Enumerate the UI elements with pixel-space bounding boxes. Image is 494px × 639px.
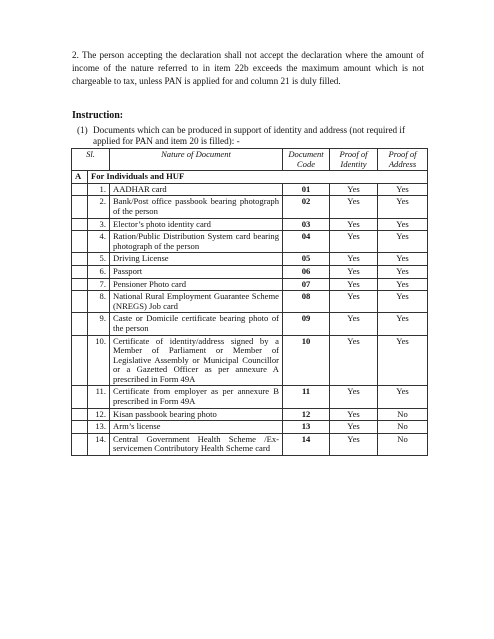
table-row	[72, 265, 428, 278]
row-document-name: Certificate from employer as per annexure B prescribed in Form 49A	[110, 386, 283, 408]
section-title: For Individuals and HUF	[88, 171, 428, 184]
section-letter: A	[72, 171, 88, 184]
row-document-code: 07	[283, 278, 330, 291]
row-document-code: 10	[283, 335, 330, 386]
row-proof-address: Yes	[378, 218, 428, 231]
row-proof-address: No	[378, 421, 428, 434]
row-proof-identity: Yes	[330, 386, 378, 408]
table-row	[72, 408, 428, 421]
row-proof-identity: Yes	[330, 265, 378, 278]
table-row	[72, 253, 428, 266]
row-document-code: 01	[283, 183, 330, 196]
row-number: 14.	[88, 433, 110, 455]
row-blank-cell	[72, 265, 88, 278]
row-proof-identity: Yes	[330, 335, 378, 386]
row-document-name: Central Government Health Scheme /Ex-servicemen Contributory Health Scheme card	[110, 433, 283, 455]
row-document-name: Kisan passbook bearing photo	[110, 408, 283, 421]
instruction-item-text: Documents which can be produced in support of identity and address (not required if applied for PAN and item 20 is filled): -	[93, 125, 406, 146]
row-document-code: 11	[283, 386, 330, 408]
table-row	[72, 218, 428, 231]
row-proof-address: Yes	[378, 386, 428, 408]
table-row	[72, 313, 428, 335]
row-document-code: 02	[283, 196, 330, 218]
row-proof-address: Yes	[378, 265, 428, 278]
row-blank-cell	[72, 278, 88, 291]
row-document-name: Bank/Post office passbook bearing photograph of the person	[110, 196, 283, 218]
row-document-code: 04	[283, 231, 330, 253]
row-proof-identity: Yes	[330, 253, 378, 266]
row-blank-cell	[72, 313, 88, 335]
row-proof-identity: Yes	[330, 231, 378, 253]
header-sl: Sl.	[72, 149, 110, 171]
row-document-name: Pensioner Photo card	[110, 278, 283, 291]
row-proof-identity: Yes	[330, 291, 378, 313]
row-document-name: Elector’s photo identity card	[110, 218, 283, 231]
row-number: 8.	[88, 291, 110, 313]
table-row	[72, 196, 428, 218]
instruction-heading: Instruction:	[72, 110, 124, 121]
row-blank-cell	[72, 408, 88, 421]
row-blank-cell	[72, 421, 88, 434]
row-proof-address: Yes	[378, 313, 428, 335]
row-proof-identity: Yes	[330, 218, 378, 231]
declaration-note: 2. The person accepting the declaration shall not accept the declaration where the amount of income of the nature referred to in item 22b exceeds the maximum amount which is not chargeable to tax, unless PAN is applied for and column 21 is duly filled.	[72, 50, 424, 86]
row-blank-cell	[72, 183, 88, 196]
row-proof-identity: Yes	[330, 183, 378, 196]
header-code: Document Code	[283, 149, 330, 171]
row-proof-identity: Yes	[330, 313, 378, 335]
instruction-item-number: (1)	[77, 125, 88, 135]
row-document-name: Driving License	[110, 253, 283, 266]
row-document-name: Passport	[110, 265, 283, 278]
row-document-code: 12	[283, 408, 330, 421]
header-identity: Proof of Identity	[330, 149, 378, 171]
row-document-code: 06	[283, 265, 330, 278]
row-document-name: National Rural Employment Guarantee Scheme (NREGS) Job card	[110, 291, 283, 313]
row-proof-identity: Yes	[330, 421, 378, 434]
header-nature: Nature of Document	[110, 149, 283, 171]
table-row	[72, 183, 428, 196]
row-blank-cell	[72, 386, 88, 408]
table-row	[72, 386, 428, 408]
table-row	[72, 433, 428, 455]
row-blank-cell	[72, 218, 88, 231]
row-document-code: 09	[283, 313, 330, 335]
header-address: Proof of Address	[378, 149, 428, 171]
row-number: 7.	[88, 278, 110, 291]
row-blank-cell	[72, 196, 88, 218]
row-document-code: 13	[283, 421, 330, 434]
row-number: 3.	[88, 218, 110, 231]
row-blank-cell	[72, 291, 88, 313]
row-proof-identity: Yes	[330, 433, 378, 455]
row-number: 11.	[88, 386, 110, 408]
row-proof-identity: Yes	[330, 196, 378, 218]
row-number: 6.	[88, 265, 110, 278]
row-proof-address: Yes	[378, 335, 428, 386]
section-row	[72, 171, 428, 184]
row-document-code: 05	[283, 253, 330, 266]
table-header-row	[72, 149, 428, 171]
row-blank-cell	[72, 253, 88, 266]
documents-table	[71, 148, 428, 456]
row-blank-cell	[72, 231, 88, 253]
row-document-name: Arm’s license	[110, 421, 283, 434]
table-row	[72, 421, 428, 434]
row-proof-address: Yes	[378, 196, 428, 218]
row-proof-address: Yes	[378, 253, 428, 266]
row-proof-address: Yes	[378, 183, 428, 196]
row-document-code: 14	[283, 433, 330, 455]
row-document-name: AADHAR card	[110, 183, 283, 196]
row-number: 5.	[88, 253, 110, 266]
instruction-item	[77, 125, 429, 147]
row-document-code: 08	[283, 291, 330, 313]
row-blank-cell	[72, 433, 88, 455]
row-proof-address: Yes	[378, 291, 428, 313]
table-row	[72, 231, 428, 253]
row-proof-identity: Yes	[330, 278, 378, 291]
row-proof-address: Yes	[378, 231, 428, 253]
row-document-name: Caste or Domicile certificate bearing photo of the person	[110, 313, 283, 335]
row-document-code: 03	[283, 218, 330, 231]
table-row	[72, 335, 428, 386]
row-number: 9.	[88, 313, 110, 335]
row-document-name: Certificate of identity/address signed by a Member of Parliament or Member of Legislative Assembly or Municipal Councillor or a Gazetted Officer as per annexure A prescribed in Form 49A	[110, 335, 283, 386]
row-number: 10.	[88, 335, 110, 386]
row-number: 1.	[88, 183, 110, 196]
row-number: 13.	[88, 421, 110, 434]
row-number: 2.	[88, 196, 110, 218]
row-number: 12.	[88, 408, 110, 421]
row-proof-address: Yes	[378, 278, 428, 291]
row-document-name: Ration/Public Distribution System card bearing photograph of the person	[110, 231, 283, 253]
row-proof-address: No	[378, 408, 428, 421]
table-row	[72, 278, 428, 291]
row-blank-cell	[72, 335, 88, 386]
table-row	[72, 291, 428, 313]
row-proof-address: No	[378, 433, 428, 455]
row-number: 4.	[88, 231, 110, 253]
row-proof-identity: Yes	[330, 408, 378, 421]
